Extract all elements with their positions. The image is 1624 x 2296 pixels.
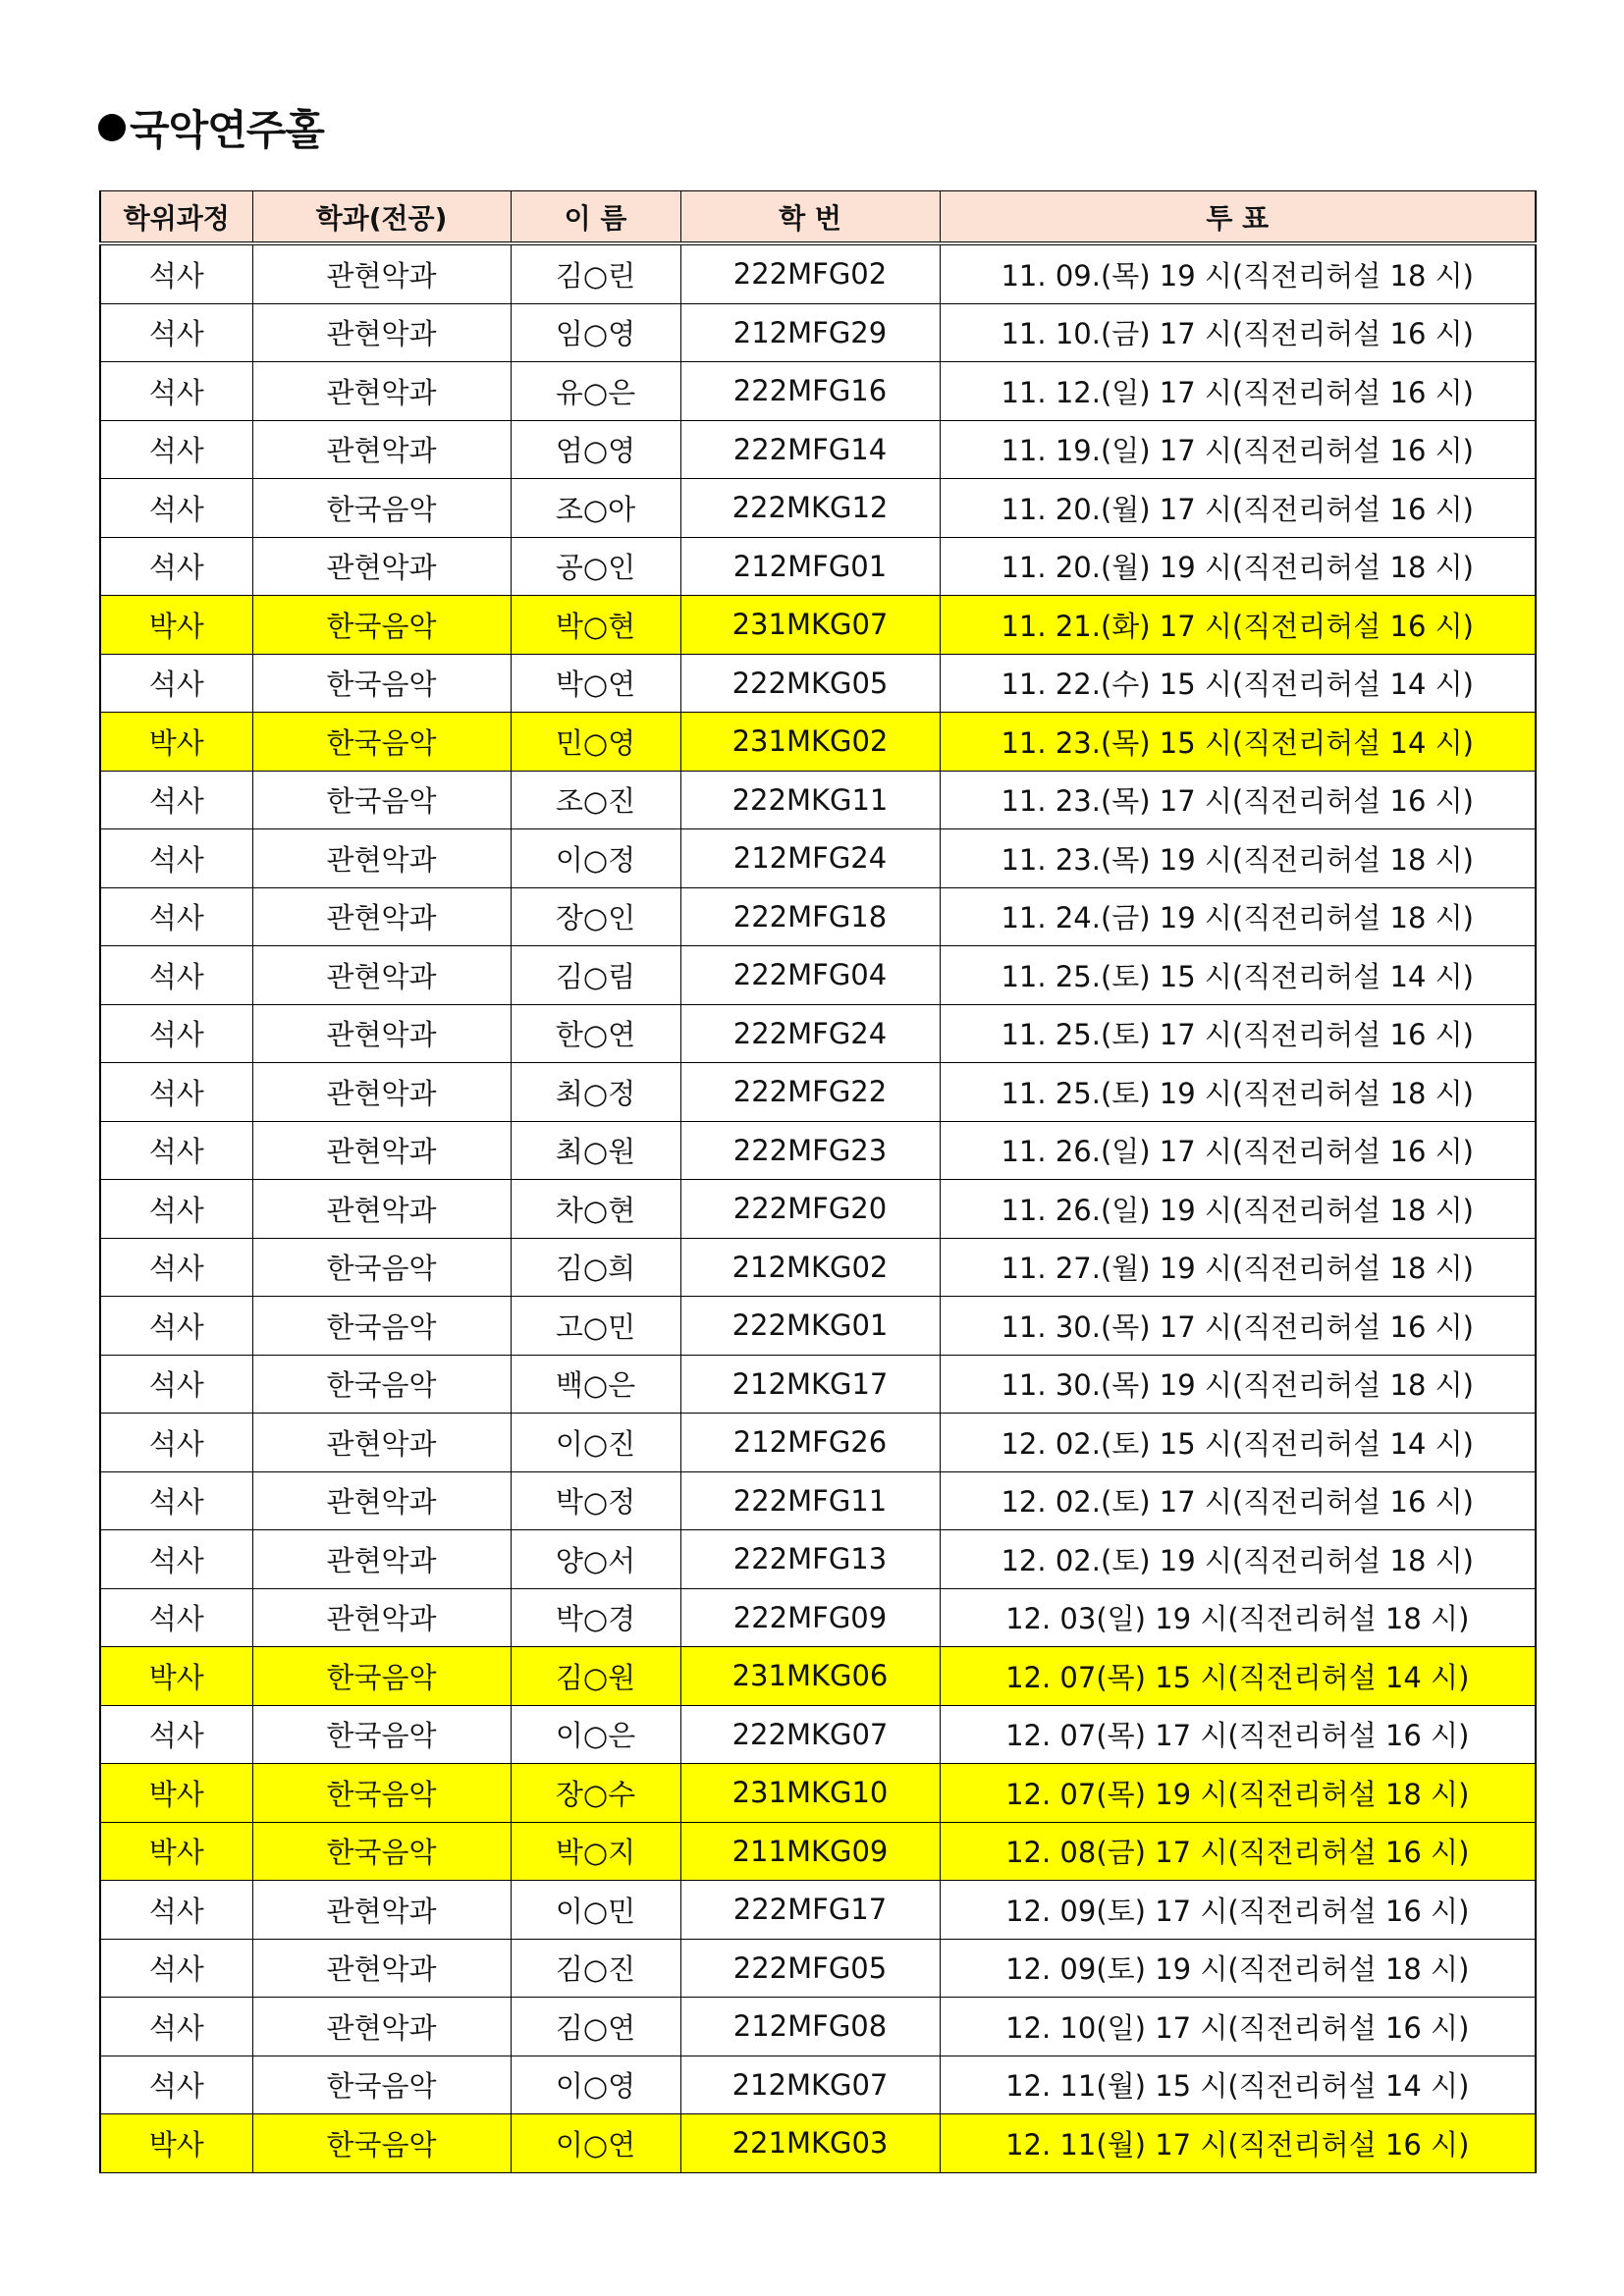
cell-department: 관현악과 (252, 1063, 511, 1122)
table-row (100, 654, 1536, 713)
cell-name: 김○연 (511, 1998, 680, 2056)
cell-degree: 석사 (100, 1471, 252, 1530)
cell-department: 관현악과 (252, 1939, 511, 1998)
cell-student-id: 222MFG18 (680, 887, 940, 946)
cell-name: 조○아 (511, 479, 680, 538)
cell-degree: 석사 (100, 654, 252, 713)
cell-name: 박○정 (511, 1471, 680, 1530)
cell-name: 최○정 (511, 1063, 680, 1122)
table-row (100, 2114, 1536, 2173)
cell-degree: 석사 (100, 771, 252, 829)
cell-schedule: 12. 07(목) 19 시(직전리허설 18 시) (940, 1764, 1536, 1823)
cell-degree: 박사 (100, 1822, 252, 1881)
page-title (98, 98, 324, 157)
cell-name: 이○진 (511, 1414, 680, 1472)
table-header-row (100, 191, 1536, 244)
cell-degree: 석사 (100, 887, 252, 946)
cell-student-id: 222MFG22 (680, 1063, 940, 1122)
table-row (100, 771, 1536, 829)
cell-department: 한국음악 (252, 479, 511, 538)
cell-schedule: 12. 07(목) 15 시(직전리허설 14 시) (940, 1647, 1536, 1706)
cell-degree: 석사 (100, 1063, 252, 1122)
cell-schedule: 12. 10(일) 17 시(직전리허설 16 시) (940, 1998, 1536, 2056)
cell-student-id: 222MFG14 (680, 420, 940, 479)
cell-schedule: 12. 09(토) 19 시(직전리허설 18 시) (940, 1939, 1536, 1998)
cell-student-id: 222MFG16 (680, 362, 940, 421)
table-row (100, 1764, 1536, 1823)
cell-schedule: 11. 25.(토) 15 시(직전리허설 14 시) (940, 946, 1536, 1005)
cell-department: 관현악과 (252, 243, 511, 303)
cell-student-id: 231MKG02 (680, 713, 940, 772)
cell-schedule: 11. 23.(목) 19 시(직전리허설 18 시) (940, 829, 1536, 888)
cell-student-id: 212MFG29 (680, 303, 940, 362)
cell-degree: 석사 (100, 1004, 252, 1063)
cell-department: 한국음악 (252, 2056, 511, 2114)
cell-department: 한국음악 (252, 1822, 511, 1881)
cell-degree: 박사 (100, 1764, 252, 1823)
cell-student-id: 212MFG24 (680, 829, 940, 888)
cell-department: 한국음악 (252, 1238, 511, 1297)
cell-name: 박○현 (511, 596, 680, 655)
cell-department: 관현악과 (252, 829, 511, 888)
cell-student-id: 212MKG17 (680, 1355, 940, 1414)
cell-degree: 석사 (100, 479, 252, 538)
table-row (100, 537, 1536, 596)
cell-department: 한국음악 (252, 1705, 511, 1764)
cell-name: 박○경 (511, 1588, 680, 1647)
cell-degree: 석사 (100, 1355, 252, 1414)
table-row (100, 1530, 1536, 1589)
cell-degree: 석사 (100, 1588, 252, 1647)
cell-degree: 석사 (100, 1297, 252, 1356)
cell-student-id: 212MFG26 (680, 1414, 940, 1472)
table-row (100, 1004, 1536, 1063)
table-row (100, 1705, 1536, 1764)
table-row (100, 362, 1536, 421)
cell-student-id: 222MKG12 (680, 479, 940, 538)
cell-department: 한국음악 (252, 1647, 511, 1706)
cell-schedule: 12. 03(일) 19 시(직전리허설 18 시) (940, 1588, 1536, 1647)
cell-name: 임○영 (511, 303, 680, 362)
table-row (100, 1063, 1536, 1122)
table-row (100, 1121, 1536, 1180)
cell-student-id: 222MFG17 (680, 1881, 940, 1940)
cell-department: 관현악과 (252, 303, 511, 362)
cell-name: 박○연 (511, 654, 680, 713)
cell-schedule: 11. 26.(일) 19 시(직전리허설 18 시) (940, 1180, 1536, 1239)
cell-name: 김○진 (511, 1939, 680, 1998)
cell-department: 관현악과 (252, 1471, 511, 1530)
cell-degree: 석사 (100, 1121, 252, 1180)
cell-schedule: 11. 26.(일) 17 시(직전리허설 16 시) (940, 1121, 1536, 1180)
cell-schedule: 12. 02.(토) 15 시(직전리허설 14 시) (940, 1414, 1536, 1472)
cell-department: 한국음악 (252, 1297, 511, 1356)
column-header-department: 학과(전공) (252, 191, 511, 244)
table-row (100, 1881, 1536, 1940)
cell-student-id: 231MKG10 (680, 1764, 940, 1823)
cell-student-id: 222MFG11 (680, 1471, 940, 1530)
cell-name: 조○진 (511, 771, 680, 829)
cell-department: 관현악과 (252, 1588, 511, 1647)
cell-name: 장○수 (511, 1764, 680, 1823)
cell-department: 관현악과 (252, 946, 511, 1005)
cell-department: 관현악과 (252, 1121, 511, 1180)
cell-schedule: 11. 30.(목) 17 시(직전리허설 16 시) (940, 1297, 1536, 1356)
cell-department: 관현악과 (252, 537, 511, 596)
cell-schedule: 11. 09.(목) 19 시(직전리허설 18 시) (940, 243, 1536, 303)
cell-degree: 석사 (100, 362, 252, 421)
table-body (100, 243, 1536, 2172)
table-row (100, 946, 1536, 1005)
cell-schedule: 11. 24.(금) 19 시(직전리허설 18 시) (940, 887, 1536, 946)
page-title-text: 국악연주홀 (130, 106, 324, 154)
cell-degree: 석사 (100, 1180, 252, 1239)
cell-name: 한○연 (511, 1004, 680, 1063)
cell-name: 김○희 (511, 1238, 680, 1297)
cell-schedule: 11. 22.(수) 15 시(직전리허설 14 시) (940, 654, 1536, 713)
cell-student-id: 222MFG05 (680, 1939, 940, 1998)
cell-degree: 석사 (100, 1705, 252, 1764)
cell-degree: 박사 (100, 1647, 252, 1706)
cell-name: 이○연 (511, 2114, 680, 2173)
cell-degree: 석사 (100, 1414, 252, 1472)
table-row (100, 829, 1536, 888)
cell-name: 김○린 (511, 243, 680, 303)
cell-department: 관현악과 (252, 1530, 511, 1589)
cell-degree: 석사 (100, 1939, 252, 1998)
cell-name: 양○서 (511, 1530, 680, 1589)
cell-name: 차○현 (511, 1180, 680, 1239)
cell-student-id: 221MKG03 (680, 2114, 940, 2173)
cell-schedule: 11. 19.(일) 17 시(직전리허설 16 시) (940, 420, 1536, 479)
table-row (100, 887, 1536, 946)
cell-schedule: 12. 02.(토) 19 시(직전리허설 18 시) (940, 1530, 1536, 1589)
cell-student-id: 212MFG08 (680, 1998, 940, 2056)
cell-degree: 박사 (100, 596, 252, 655)
cell-name: 백○은 (511, 1355, 680, 1414)
table-row (100, 1822, 1536, 1881)
cell-name: 이○민 (511, 1881, 680, 1940)
cell-student-id: 222MKG05 (680, 654, 940, 713)
cell-degree: 박사 (100, 2114, 252, 2173)
cell-department: 한국음악 (252, 713, 511, 772)
cell-student-id: 222MFG09 (680, 1588, 940, 1647)
cell-student-id: 222MFG04 (680, 946, 940, 1005)
cell-student-id: 211MKG09 (680, 1822, 940, 1881)
cell-degree: 석사 (100, 1881, 252, 1940)
cell-degree: 석사 (100, 537, 252, 596)
cell-department: 관현악과 (252, 1004, 511, 1063)
cell-schedule: 11. 30.(목) 19 시(직전리허설 18 시) (940, 1355, 1536, 1414)
cell-student-id: 222MFG02 (680, 243, 940, 303)
cell-name: 김○림 (511, 946, 680, 1005)
table-row (100, 1297, 1536, 1356)
column-header-schedule: 투 표 (940, 191, 1536, 244)
cell-degree: 석사 (100, 829, 252, 888)
cell-department: 한국음악 (252, 654, 511, 713)
table-row (100, 1355, 1536, 1414)
cell-name: 민○영 (511, 713, 680, 772)
table-row (100, 243, 1536, 303)
cell-degree: 박사 (100, 713, 252, 772)
cell-schedule: 12. 09(토) 17 시(직전리허설 16 시) (940, 1881, 1536, 1940)
cell-schedule: 11. 25.(토) 17 시(직전리허설 16 시) (940, 1004, 1536, 1063)
cell-department: 관현악과 (252, 1998, 511, 2056)
cell-student-id: 222MKG11 (680, 771, 940, 829)
table-row (100, 1939, 1536, 1998)
cell-department: 한국음악 (252, 771, 511, 829)
table-row (100, 420, 1536, 479)
cell-degree: 석사 (100, 1530, 252, 1589)
table-row (100, 1414, 1536, 1472)
cell-schedule: 12. 08(금) 17 시(직전리허설 16 시) (940, 1822, 1536, 1881)
cell-degree: 석사 (100, 1998, 252, 2056)
table-row (100, 479, 1536, 538)
cell-department: 관현악과 (252, 362, 511, 421)
cell-schedule: 12. 02.(토) 17 시(직전리허설 16 시) (940, 1471, 1536, 1530)
column-header-student-id: 학 번 (680, 191, 940, 244)
cell-student-id: 222MFG20 (680, 1180, 940, 1239)
table-row (100, 1238, 1536, 1297)
cell-department: 한국음악 (252, 1355, 511, 1414)
cell-name: 이○은 (511, 1705, 680, 1764)
cell-department: 관현악과 (252, 1180, 511, 1239)
cell-schedule: 11. 27.(월) 19 시(직전리허설 18 시) (940, 1238, 1536, 1297)
cell-name: 이○영 (511, 2056, 680, 2114)
cell-degree: 석사 (100, 420, 252, 479)
cell-name: 최○원 (511, 1121, 680, 1180)
cell-name: 김○원 (511, 1647, 680, 1706)
cell-degree: 석사 (100, 2056, 252, 2114)
cell-student-id: 222MKG01 (680, 1297, 940, 1356)
cell-student-id: 212MKG02 (680, 1238, 940, 1297)
table-row (100, 1998, 1536, 2056)
cell-schedule: 11. 20.(월) 17 시(직전리허설 16 시) (940, 479, 1536, 538)
cell-schedule: 12. 11(월) 15 시(직전리허설 14 시) (940, 2056, 1536, 2114)
table-row (100, 713, 1536, 772)
table-row (100, 2056, 1536, 2114)
cell-schedule: 11. 20.(월) 19 시(직전리허설 18 시) (940, 537, 1536, 596)
cell-degree: 석사 (100, 243, 252, 303)
cell-schedule: 11. 10.(금) 17 시(직전리허설 16 시) (940, 303, 1536, 362)
cell-schedule: 11. 25.(토) 19 시(직전리허설 18 시) (940, 1063, 1536, 1122)
cell-schedule: 11. 12.(일) 17 시(직전리허설 16 시) (940, 362, 1536, 421)
cell-name: 공○인 (511, 537, 680, 596)
cell-degree: 석사 (100, 1238, 252, 1297)
cell-student-id: 222MFG23 (680, 1121, 940, 1180)
cell-schedule: 11. 23.(목) 15 시(직전리허설 14 시) (940, 713, 1536, 772)
cell-department: 한국음악 (252, 1764, 511, 1823)
cell-name: 장○인 (511, 887, 680, 946)
cell-department: 한국음악 (252, 596, 511, 655)
cell-degree: 석사 (100, 946, 252, 1005)
bullet-icon (98, 114, 126, 141)
cell-student-id: 231MKG06 (680, 1647, 940, 1706)
cell-schedule: 12. 11(월) 17 시(직전리허설 16 시) (940, 2114, 1536, 2173)
table-row (100, 596, 1536, 655)
cell-name: 고○민 (511, 1297, 680, 1356)
table-row (100, 1647, 1536, 1706)
cell-department: 관현악과 (252, 1414, 511, 1472)
cell-name: 박○지 (511, 1822, 680, 1881)
cell-name: 이○정 (511, 829, 680, 888)
column-header-name: 이 름 (511, 191, 680, 244)
table-row (100, 303, 1536, 362)
cell-department: 관현악과 (252, 420, 511, 479)
cell-schedule: 12. 07(목) 17 시(직전리허설 16 시) (940, 1705, 1536, 1764)
table-row (100, 1471, 1536, 1530)
cell-student-id: 231MKG07 (680, 596, 940, 655)
column-header-degree: 학위과정 (100, 191, 252, 244)
cell-name: 유○은 (511, 362, 680, 421)
cell-student-id: 222MFG13 (680, 1530, 940, 1589)
table-row (100, 1180, 1536, 1239)
cell-student-id: 222MKG07 (680, 1705, 940, 1764)
cell-student-id: 212MFG01 (680, 537, 940, 596)
cell-department: 한국음악 (252, 2114, 511, 2173)
cell-degree: 석사 (100, 303, 252, 362)
table-row (100, 1588, 1536, 1647)
cell-department: 관현악과 (252, 887, 511, 946)
cell-name: 엄○영 (511, 420, 680, 479)
cell-department: 관현악과 (252, 1881, 511, 1940)
recital-schedule-table (99, 190, 1537, 2173)
cell-schedule: 11. 21.(화) 17 시(직전리허설 16 시) (940, 596, 1536, 655)
cell-student-id: 212MKG07 (680, 2056, 940, 2114)
cell-student-id: 222MFG24 (680, 1004, 940, 1063)
cell-schedule: 11. 23.(목) 17 시(직전리허설 16 시) (940, 771, 1536, 829)
